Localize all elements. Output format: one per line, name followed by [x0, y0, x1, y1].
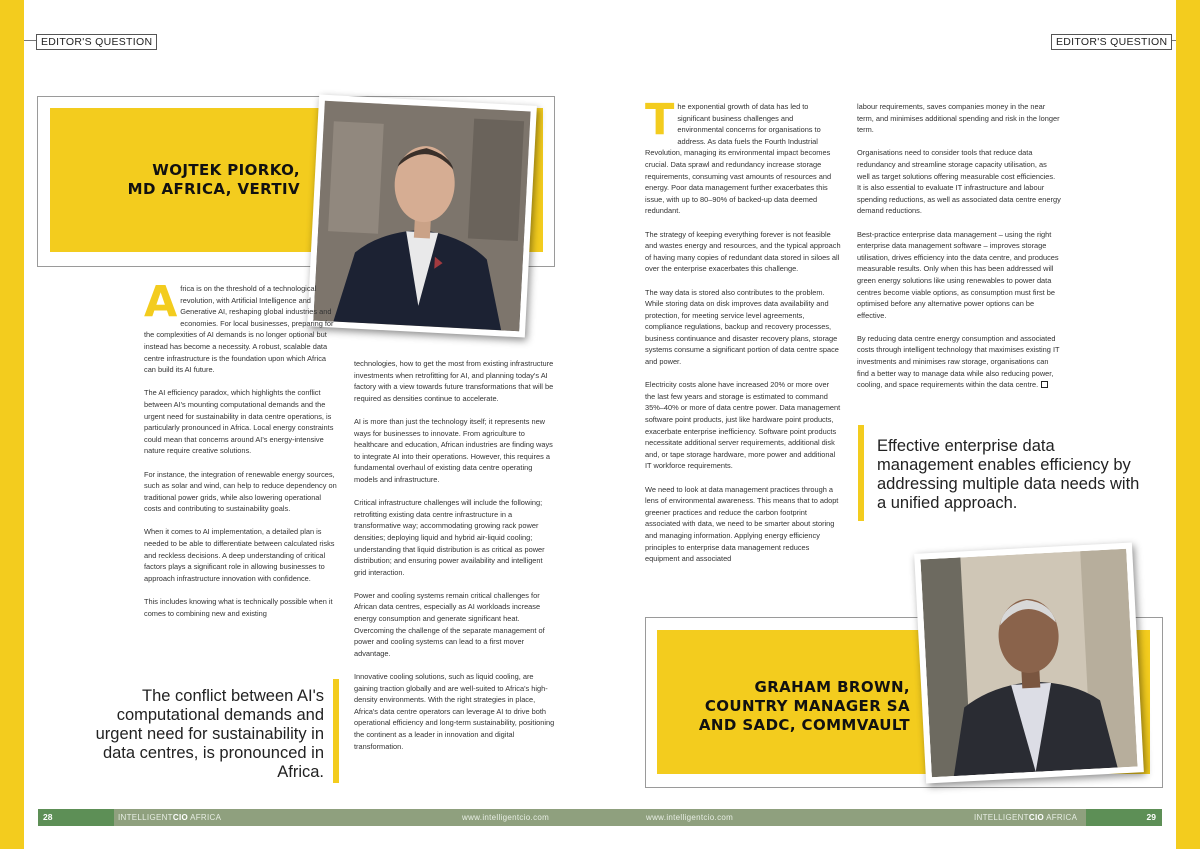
col2-paragraph: Innovative cooling solutions, such as liquid cooling, are gaining traction globally and are well-suited to Africa's high-density environments. With the right strategies in place, Africa's data centre operators can leverage AI to drive both operational efficiency and long-term sustainability, positioning the continent as a leader in innovation and digital transformation.: [354, 672, 555, 751]
drop-cap-t: T: [645, 95, 675, 145]
brand-bold: CIO: [1028, 813, 1044, 822]
col3-paragraph: The way data is stored also contributes to the problem. While storing data on disk improves data availability and protection, for meeting service level agreements, compliance regulations, backup and recovery processes, business continuance and disaster recovery plans, storage systems consume a significant portion of data centre space and power.: [645, 287, 839, 367]
pull-quote-bar-right: [858, 425, 864, 521]
col1-paragraph: frica is on the threshold of a technological revolution, with Artificial Intelligence and Generative AI, reshaping global industries and economies. For local businesses, preparing for the complexities of AI demands is no longer optional but instead has become a necessity. A robust, scalable data centre infrastructure is the foundation upon which Africa can build its AI future.: [144, 284, 334, 375]
col2-paragraph: Power and cooling systems remain critical challenges for African data centres, especially as AI workloads increase energy consumption and generate significant heat. Overcoming the challenge of the separate management of power and cooling systems can lead to a first mover advantage.: [354, 590, 545, 658]
brand-suffix: AFRICA: [1044, 813, 1078, 822]
article-column-4: [857, 101, 1061, 391]
brand-logo-right: [974, 809, 1077, 826]
col4-paragraph-last: [857, 333, 1061, 391]
col3-paragraph: The strategy of keeping everything forever is not feasible and wastes energy and resources, and the typical approach of having many copies of redundant data stored in siloes all over the enterprise exacerbates this challenge.: [645, 229, 841, 274]
portrait-photo-right: [914, 542, 1144, 783]
col2-paragraph: technologies, how to get the most from existing infrastructure investments when retrofitting for AI, and planning today's AI factory with a view towards future transformations that will be required as densities continue to accelerate.: [354, 359, 554, 403]
end-of-article-icon: [1041, 381, 1048, 388]
right-page-edge: [1176, 0, 1200, 849]
profile-name-right-line1: GRAHAM BROWN,: [754, 678, 910, 696]
article-column-1: [144, 277, 338, 631]
footer-url-right[interactable]: www.intelligentcio.com: [646, 813, 734, 822]
pull-quote-right: Effective enterprise data management enables efficiency by addressing multiple data needs with a unified approach.: [877, 437, 1140, 512]
article-column-2: [354, 358, 556, 764]
profile-name-right: [660, 678, 910, 735]
brand-bold: CIO: [172, 813, 188, 822]
profile-name-left-line2: MD AFRICA, VERTIV: [127, 180, 300, 198]
portrait-photo-left: [307, 94, 537, 337]
pull-quote-bar-left: [333, 679, 339, 783]
profile-name-right-line3: AND SADC, COMMVAULT: [698, 716, 910, 734]
col2-paragraph: Critical infrastructure challenges will include the following; retrofitting existing data centre infrastructure in a transformative way; accommodating growing rack power densities; deploying liquid and hybrid air-liquid cooling; understanding that liquid distribution is as critical as power distribution; and ensuring power availability and intelligent grid interaction.: [354, 498, 545, 577]
profile-name-left: [60, 161, 300, 199]
profile-name-left-line1: WOJTEK PIORKO,: [152, 161, 300, 179]
brand-prefix: INTELLIGENT: [118, 813, 173, 822]
col1-paragraph: This includes knowing what is technically possible when it comes to combining new and existing: [144, 597, 333, 618]
footer-url-left[interactable]: www.intelligentcio.com: [462, 813, 550, 822]
col1-paragraph: For instance, the integration of renewable energy sources, such as solar and wind, can help to reduce dependency on traditional power grids, while also lowering operational costs and contributing to sustainability goals.: [144, 469, 337, 514]
brand-prefix: INTELLIGENT: [974, 813, 1029, 822]
col2-paragraph: AI is more than just the technology itself; it represents new ways for businesses to innovate. From agriculture to healthcare and education, African industries are finding ways to integrate AI into their operations. However, this requires a fundamental overhaul of existing data centre operating models and infrastructure.: [354, 416, 553, 484]
article-column-3: [645, 95, 841, 576]
brand-suffix: AFRICA: [188, 813, 222, 822]
col4-paragraph: Best-practice enterprise data management – using the right enterprise data management software – improves storage utilisation, drives efficiency into the data centre, and produces measurable results. Only when this has been addressed will green energy solutions like using renewables to power data centres become viable options, as consumption must first be optimised before any alternative power options can be effective.: [857, 229, 1059, 320]
col3-paragraph: We need to look at data management practices through a lens of environmental awareness. This means that to adopt greener practices and reduce the carbon footprint associated with data, we need to be smarter about storing and managing information. Applying energy efficiency principles to enterprise data management reduces equipment and associated: [645, 484, 839, 564]
page-number-right: 29: [1086, 809, 1162, 826]
col4-paragraph: labour requirements, saves companies money in the near term, and minimises additional spending and risk in the longer term.: [857, 102, 1060, 135]
left-page-edge: [0, 0, 24, 849]
col4-paragraph: Organisations need to consider tools that reduce data redundancy and streamline storage capacity utilisation, as well as target solutions offering measurable cost efficiencies. It is also essential to evaluate IT infrastructure and labour spending reductions, as well as associated data centre energy demand reductions.: [857, 148, 1061, 216]
col3-paragraph: he exponential growth of data has led to significant business challenges and environmental concerns for organisations to address. As data fuels the Fourth Industrial Revolution, managing its environmental impact becomes crucial. Data sprawl and redundancy increase storage requirements, consuming vast amounts of resources and energy. Poor data management further exacerbates this issue, with up to 80–90% of backed-up data deemed redundant.: [645, 102, 832, 216]
profile-name-right-line2: COUNTRY MANAGER SA: [704, 697, 910, 715]
col3-paragraph: Electricity costs alone have increased 20% or more over the last few years and storage is estimated to command 35%–40% or more of data centre power. Data management software point products, just like hardware point products, exacerbate enterprise inefficiency. Software point products necessitate additional server requirements, additional disk and, or tape storage hardware, more power and additional IT workforce requirements.: [645, 380, 841, 471]
col1-paragraph: The AI efficiency paradox, which highlights the conflict between AI's mounting computational demands and the urgent need for sustainability in data centre operations, is particularly pronounced in Africa. Local energy constraints could mean that concerns around AI's energy-intensive nature require creative solutions.: [144, 388, 334, 456]
page-number-left: 28: [38, 809, 114, 826]
col4-paragraph-last-text: By reducing data centre energy consumption and associated costs through intelligent technology that maximises existing IT investments and minimises raw storage, organisations can find a better way to manage data while also reducing power, cooling, and space requirements within the data centre.: [857, 333, 1060, 390]
portrait-illustration-right: [920, 549, 1137, 777]
section-tag-right: EDITOR'S QUESTION: [1051, 34, 1172, 50]
pull-quote-left: The conflict between AI's computational demands and urgent need for sustainability in data centres, is pronounced in Africa.: [95, 687, 324, 781]
portrait-illustration-left: [313, 101, 530, 331]
section-tag-left: EDITOR'S QUESTION: [36, 34, 157, 50]
drop-cap-a: A: [144, 277, 178, 327]
brand-logo-left: [118, 809, 221, 826]
col1-paragraph: When it comes to AI implementation, a detailed plan is needed to be able to differentiate between calculated risks and reckless decisions. A deep understanding of critical factors plays a significant role in allowing businesses to approach infrastructure innovation with confidence.: [144, 527, 335, 583]
